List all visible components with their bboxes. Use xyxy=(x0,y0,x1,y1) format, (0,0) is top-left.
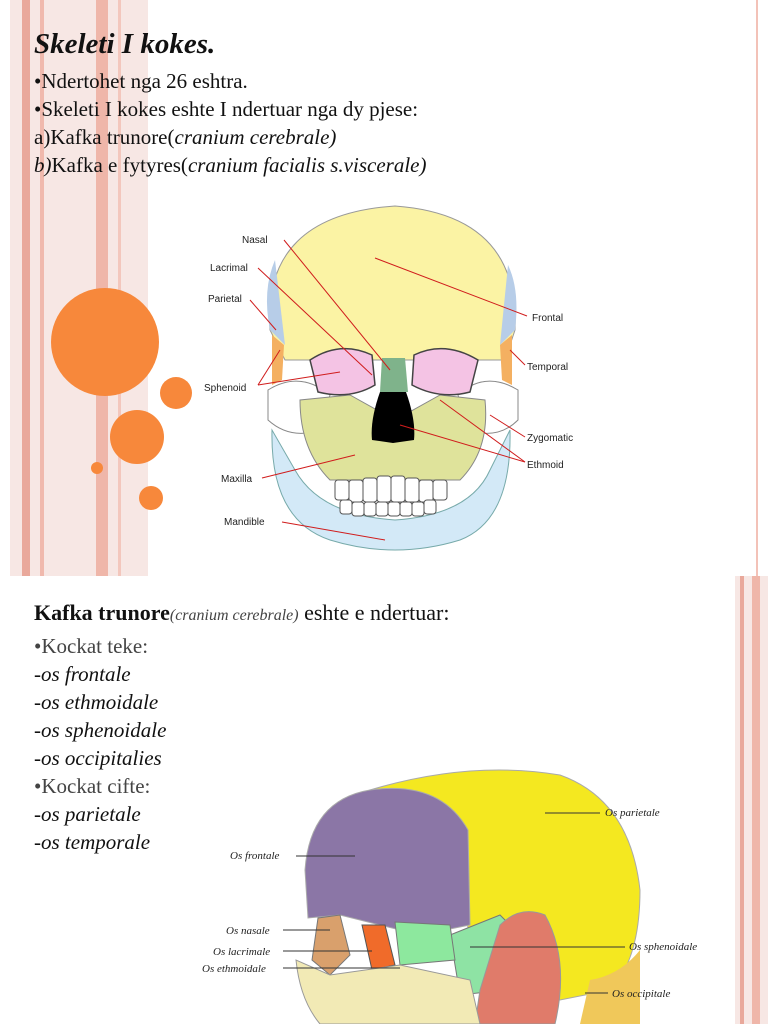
list-item: -os temporale xyxy=(34,830,151,854)
label-os-parietale: Os parietale xyxy=(605,807,660,819)
decorative-circle xyxy=(160,377,192,409)
label-os-lacrimale: Os lacrimale xyxy=(213,946,271,958)
decorative-stripe xyxy=(752,576,760,1024)
ethmoid-bone xyxy=(395,922,455,965)
nasal-bone xyxy=(312,915,350,975)
label-ethmoid: Ethmoid xyxy=(527,460,564,471)
list-item: -os frontale xyxy=(34,662,131,686)
bullet-two-parts: •Skeleti I kokes eshte I ndertuar nga dy pjese: xyxy=(34,97,419,121)
bullet-bone-count: •Ndertohet nga 26 eshtra. xyxy=(34,69,248,93)
title-latin: (cranium cerebrale) xyxy=(169,607,299,624)
nasal-cavity xyxy=(372,392,415,443)
label-sphenoid: Sphenoid xyxy=(204,383,247,394)
label-parietal: Parietal xyxy=(208,294,242,305)
line-a-latin: cranium cerebrale) xyxy=(174,125,337,149)
label-os-nasale: Os nasale xyxy=(226,925,270,937)
label-os-sphenoidale: Os sphenoidale xyxy=(629,941,698,953)
list-item: -os ethmoidale xyxy=(34,690,159,714)
decorative-circle-large xyxy=(51,288,159,396)
line-b-text: Kafka e fytyres( xyxy=(51,153,188,177)
frontal-bone xyxy=(305,788,470,935)
decorative-line xyxy=(756,0,758,576)
bone-list xyxy=(34,632,166,856)
label-maxilla: Maxilla xyxy=(221,474,253,485)
skull-lateral-diagram xyxy=(196,762,736,1024)
list-item: -os occipitalies xyxy=(34,746,162,770)
label-mandible: Mandible xyxy=(224,517,265,528)
line-cranium-cerebrale xyxy=(34,124,336,151)
decorative-circle xyxy=(110,410,164,464)
label-frontal: Frontal xyxy=(532,313,564,324)
line-b-latin: cranium facialis s.viscerale) xyxy=(187,153,427,177)
skull-front-diagram xyxy=(196,196,596,566)
slide-kafka-trunore xyxy=(0,576,768,1024)
lacrimal-bone xyxy=(362,925,395,970)
orbit-right xyxy=(412,349,478,395)
slide-title: Skeleti I kokes. xyxy=(34,28,216,60)
orbit-left xyxy=(310,349,375,395)
list-item: •Kockat cifte: xyxy=(34,774,151,798)
label-zygomatic: Zygomatic xyxy=(527,433,574,444)
teeth xyxy=(335,476,447,516)
label-lacrimal: Lacrimal xyxy=(210,263,248,274)
line-a-prefix: a)Kafka trunore( xyxy=(34,125,175,149)
decorative-stripe xyxy=(740,576,744,1024)
label-os-occipitale: Os occipitale xyxy=(612,988,671,1000)
list-item: -os sphenoidale xyxy=(34,718,167,742)
title-rest: eshte e ndertuar: xyxy=(298,600,450,625)
label-os-ethmoidale: Os ethmoidale xyxy=(202,963,266,975)
slide-title xyxy=(34,600,449,626)
label-nasal: Nasal xyxy=(242,235,268,246)
decorative-circle-small xyxy=(91,462,103,474)
decorative-circle xyxy=(139,486,163,510)
line-b-prefix: b) xyxy=(34,153,52,177)
frontal-bone xyxy=(270,206,516,360)
line-cranium-facialis xyxy=(34,152,426,179)
decorative-stripe xyxy=(22,0,30,576)
label-os-frontale: Os frontale xyxy=(230,850,280,862)
title-bold: Kafka trunore xyxy=(34,600,170,625)
list-item: •Kockat teke: xyxy=(34,634,149,658)
list-item: -os parietale xyxy=(34,802,141,826)
label-temporal: Temporal xyxy=(527,362,569,373)
